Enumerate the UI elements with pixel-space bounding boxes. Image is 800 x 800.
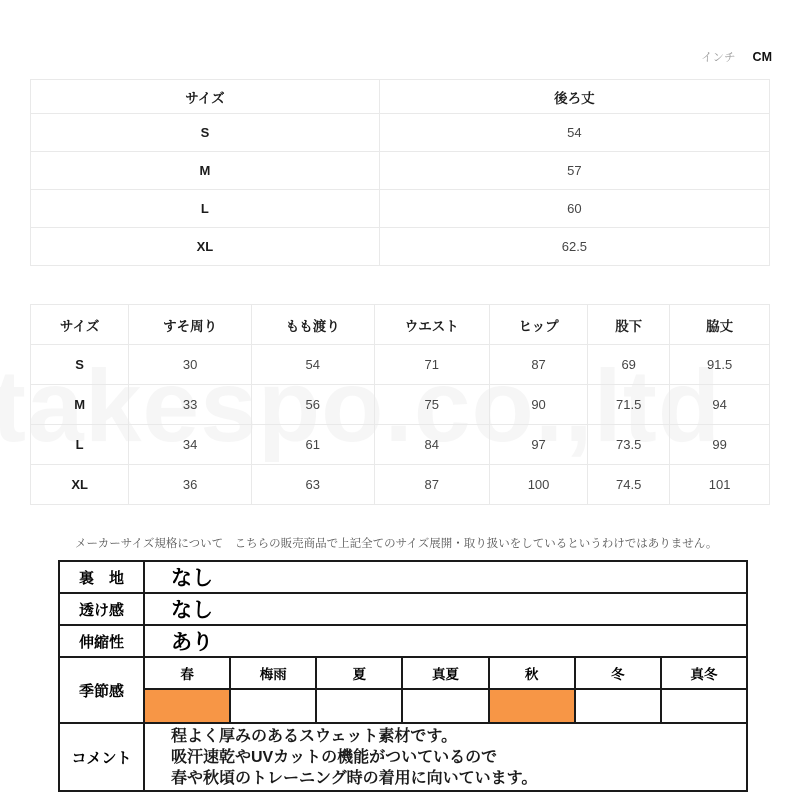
column-header: ウエスト [374, 305, 489, 345]
spec-value: なし [144, 561, 747, 593]
header-row [31, 80, 770, 114]
value-cell: 69 [588, 345, 670, 385]
value-cell: 61 [251, 425, 374, 465]
value-cell: 54 [379, 114, 769, 152]
value-cell: 99 [670, 425, 770, 465]
column-header: 後ろ丈 [379, 80, 769, 114]
season-cell [316, 689, 402, 723]
value-cell: 97 [489, 425, 587, 465]
spec-label-comment: コメント [59, 723, 144, 791]
spec-row-lining [59, 561, 747, 593]
season-column-summer: 夏 [316, 657, 402, 689]
season-cell [661, 689, 747, 723]
value-cell: 63 [251, 465, 374, 505]
back-length-table [30, 79, 770, 266]
maker-size-note: メーカーサイズ規格について こちらの販売商品で上記全てのサイズ展開・取り扱いをしているというわけではありません。 [75, 538, 718, 550]
table-row [31, 385, 770, 425]
size-label-cell: XL [31, 228, 380, 266]
comment-line: 吸汗速乾やUVカットの機能がついているので [171, 749, 498, 766]
value-cell: 101 [670, 465, 770, 505]
spec-label: 伸縮性 [59, 625, 144, 657]
comment-line: 春や秋頃のトレーニング時の着用に向いています。 [171, 770, 538, 787]
header-row [31, 305, 770, 345]
spec-label: 透け感 [59, 593, 144, 625]
spec-value: なし [144, 593, 747, 625]
table-row [31, 152, 770, 190]
size-label-cell: L [31, 190, 380, 228]
season-column-midsummer: 真夏 [402, 657, 488, 689]
value-cell: 62.5 [379, 228, 769, 266]
table-row [31, 345, 770, 385]
table-row [31, 228, 770, 266]
season-column-winter: 冬 [575, 657, 661, 689]
season-cell [575, 689, 661, 723]
table-row [31, 114, 770, 152]
unit-inch-button[interactable]: インチ [701, 52, 736, 64]
value-cell: 94 [670, 385, 770, 425]
table-row [31, 425, 770, 465]
season-column-midwinter: 真冬 [661, 657, 747, 689]
measurements-table-head [31, 305, 770, 345]
season-cell [402, 689, 488, 723]
size-label-cell: L [31, 425, 129, 465]
value-cell: 71 [374, 345, 489, 385]
season-cell-highlighted [489, 689, 575, 723]
unit-cm-button[interactable]: CM [752, 50, 772, 64]
season-cell-highlighted [144, 689, 230, 723]
comment-row [59, 723, 747, 791]
value-cell: 75 [374, 385, 489, 425]
measurements-table-body [31, 345, 770, 505]
size-label-cell: S [31, 114, 380, 152]
back-length-table-head [31, 80, 770, 114]
column-header: 脇丈 [670, 305, 770, 345]
value-cell: 90 [489, 385, 587, 425]
value-cell: 60 [379, 190, 769, 228]
value-cell: 30 [129, 345, 252, 385]
spec-label-season: 季節感 [59, 657, 144, 723]
value-cell: 71.5 [588, 385, 670, 425]
column-header: サイズ [31, 80, 380, 114]
comment-line: 程よく厚みのあるスウェット素材です。 [171, 728, 458, 745]
spec-row-sheerness [59, 593, 747, 625]
column-header: 股下 [588, 305, 670, 345]
value-cell: 87 [489, 345, 587, 385]
measurements-table [30, 304, 770, 505]
season-header-row [59, 657, 747, 689]
size-label-cell: S [31, 345, 129, 385]
column-header: もも渡り [251, 305, 374, 345]
spec-label: 裏 地 [59, 561, 144, 593]
value-cell: 100 [489, 465, 587, 505]
value-cell: 87 [374, 465, 489, 505]
size-label-cell: M [31, 385, 129, 425]
table-row [31, 465, 770, 505]
value-cell: 57 [379, 152, 769, 190]
season-column-spring: 春 [144, 657, 230, 689]
spec-row-stretch [59, 625, 747, 657]
back-length-table-body [31, 114, 770, 266]
column-header: サイズ [31, 305, 129, 345]
value-cell: 54 [251, 345, 374, 385]
season-column-autumn: 秋 [489, 657, 575, 689]
column-header: ヒップ [489, 305, 587, 345]
column-header: すそ周り [129, 305, 252, 345]
season-highlight-row [59, 689, 747, 723]
spec-value: あり [144, 625, 747, 657]
size-label-cell: M [31, 152, 380, 190]
comment-text [144, 723, 747, 791]
value-cell: 74.5 [588, 465, 670, 505]
season-cell [230, 689, 316, 723]
value-cell: 91.5 [670, 345, 770, 385]
spec-table [58, 560, 748, 792]
value-cell: 33 [129, 385, 252, 425]
table-row [31, 190, 770, 228]
value-cell: 36 [129, 465, 252, 505]
value-cell: 73.5 [588, 425, 670, 465]
value-cell: 56 [251, 385, 374, 425]
season-column-rainy: 梅雨 [230, 657, 316, 689]
size-label-cell: XL [31, 465, 129, 505]
value-cell: 84 [374, 425, 489, 465]
unit-toggle [701, 49, 772, 65]
value-cell: 34 [129, 425, 252, 465]
